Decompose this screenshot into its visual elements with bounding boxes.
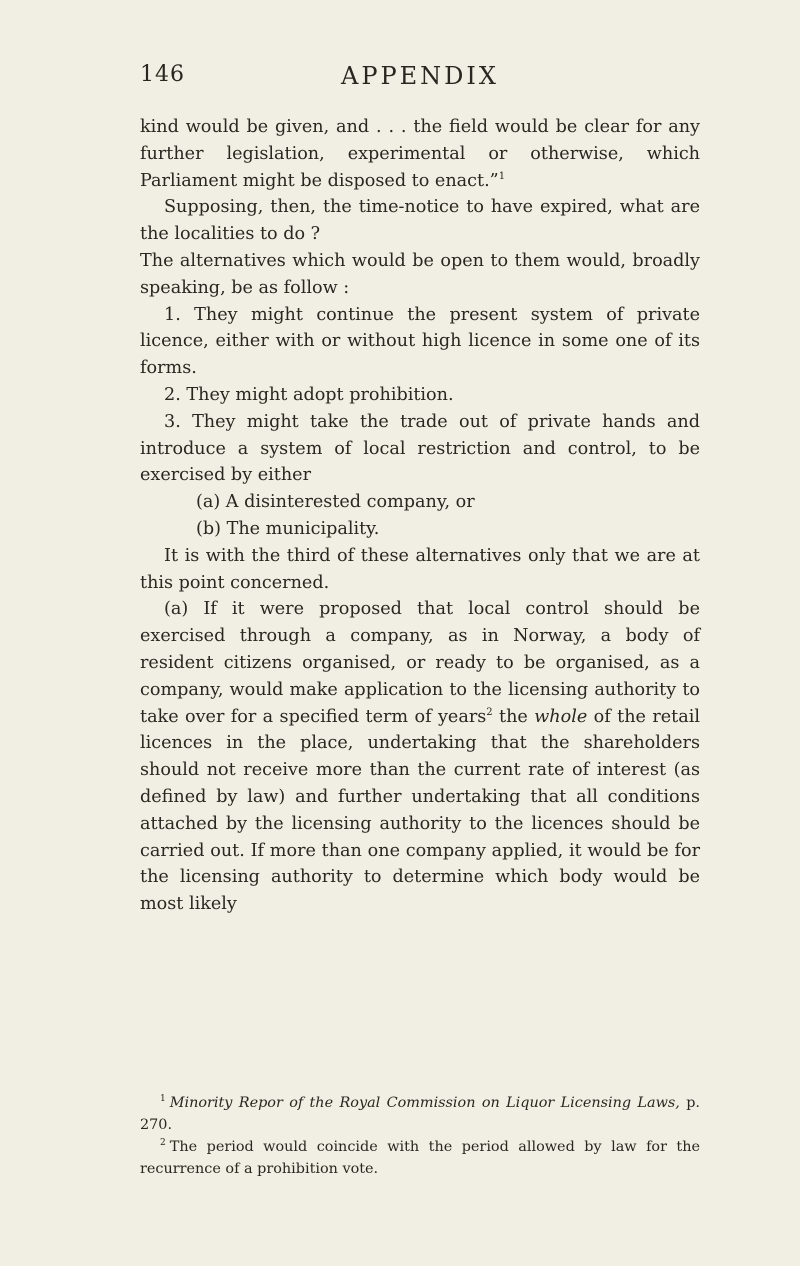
alternative-3: 3. They might take the trade out of private hands and introduce a system of local restriction and control, to be exercised by either bbox=[140, 411, 700, 486]
paragraph-1 bbox=[140, 114, 700, 194]
running-head: APPENDIX bbox=[341, 62, 499, 90]
paragraph-3: The alternatives which would be open to them would, broadly speaking, be as follow : bbox=[140, 250, 700, 298]
emphasis-whole: whole bbox=[534, 706, 588, 727]
body-text bbox=[140, 114, 700, 918]
footnote-1 bbox=[140, 1092, 700, 1136]
footnote-2-marker: 2 bbox=[160, 1138, 166, 1149]
page-number: 146 bbox=[140, 62, 185, 87]
paragraph-5 bbox=[140, 596, 700, 918]
footnote-1-title: Minority Repor of the Royal Commission on Liquor Licensing Laws, bbox=[169, 1095, 680, 1111]
paragraph-5-mid: the bbox=[492, 706, 535, 727]
paragraph-5-end: of the retail licences in the place, undertaking that the shareholders should not receive more than the current rate of interest (as defined by law) and further undertaking that all conditions attached by the licensing authority to the licences should be carried out. If more than one company applied, it would be for the licensing authority to determine which body would be most likely bbox=[140, 706, 700, 915]
alternative-2: 2. They might adopt prohibition. bbox=[164, 384, 454, 405]
alternative-1: 1. They might continue the present system of private licence, either with or without high licence in some one of its forms. bbox=[140, 304, 700, 379]
footnote-1-text: p. 270. bbox=[140, 1095, 700, 1133]
footnote-ref-1: 1 bbox=[498, 170, 506, 182]
footnote-ref-2: 2 bbox=[486, 706, 493, 718]
footnote-2-text: The period would coincide with the period allowed by law for the recurrence of a prohibition vote. bbox=[140, 1139, 700, 1177]
page-header bbox=[140, 62, 700, 96]
footnote-2 bbox=[140, 1136, 700, 1180]
paragraph-5-start: (a) If it were proposed that local control should be exercised through a company, as in Norway, a body of resident citizens organised, or ready to be organised, as a company, would make application to the licensing authority to take over for a specified term of years bbox=[140, 599, 700, 727]
footnote-1-marker: 1 bbox=[160, 1094, 166, 1105]
paragraph-2: Supposing, then, the time-notice to have expired, what are the localities to do ? bbox=[140, 197, 700, 245]
paragraph-4: It is with the third of these alternatives only that we are at this point concerned. bbox=[140, 545, 700, 593]
footnotes bbox=[140, 1092, 700, 1180]
paragraph-1-text: kind would be given, and . . . the field would be clear for any further legislation, experimental or otherwise, which Parliament might be disposed to enact.” bbox=[140, 117, 700, 191]
sub-item-b: (b) The municipality. bbox=[196, 518, 380, 539]
sub-item-a: (a) A disinterested company, or bbox=[196, 492, 475, 513]
